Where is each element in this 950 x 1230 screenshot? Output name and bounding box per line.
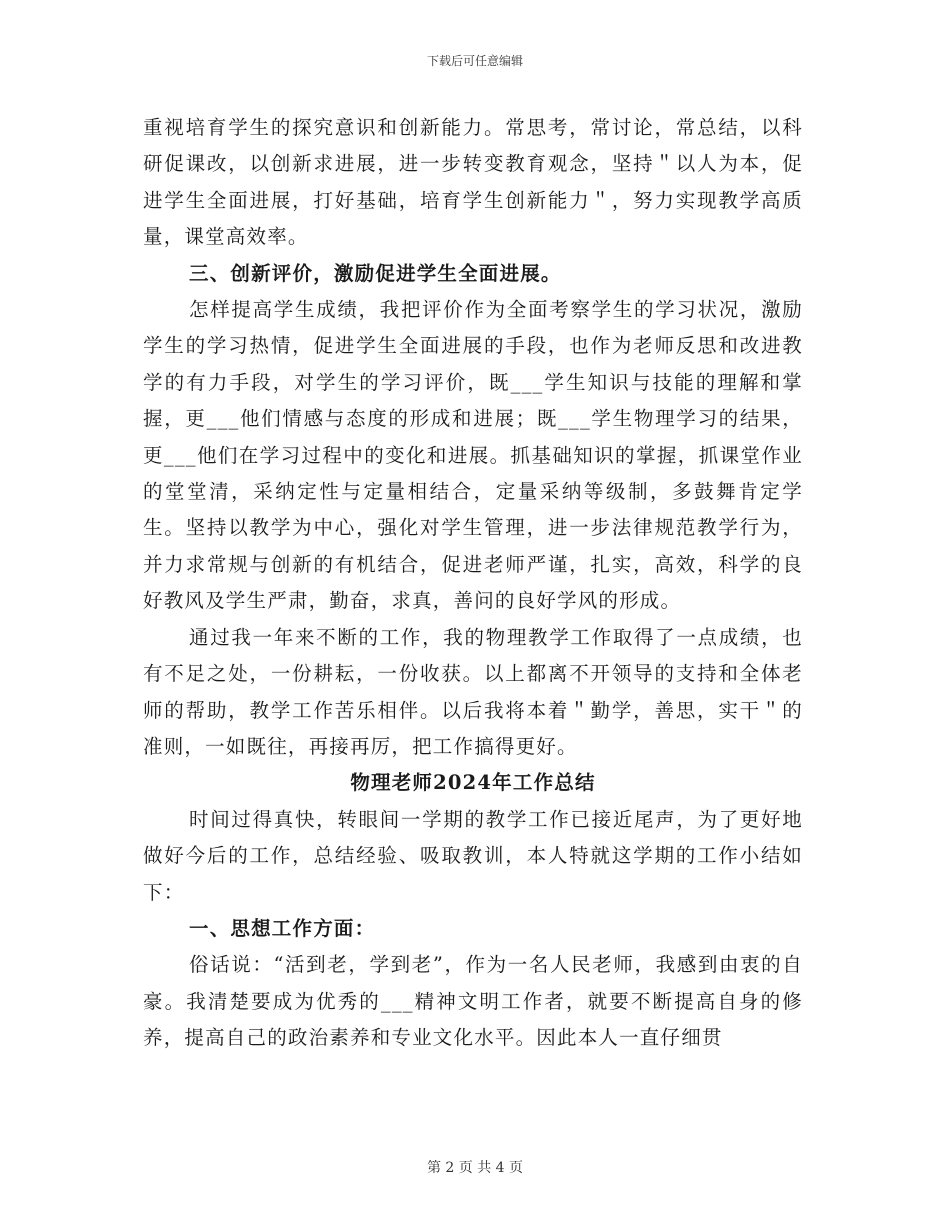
section-heading-1: 一、思想工作方面： [189,916,376,940]
section-heading-3: 三、创新评价，激励促进学生全面进展。 [189,261,562,285]
document-body [143,110,803,1057]
page-header: 下载后可任意编辑 [426,54,523,68]
document-title: 物理老师2024年工作总结 [350,771,596,795]
paragraph-intro: 时间过得真快，转眼间一学期的教学工作已接近尾声，为了更好地做好今后的工作，总结经验、吸取教训，本人特就这学期的工作小结如下： [143,807,803,904]
paragraph-evaluation: 怎样提高学生成绩，我把评价作为全面考察学生的学习状况，激励学生的学习热情，促进学生全面进展的手段，也作为老师反思和改进教学的有力手段，对学生的学习评价，既___学生知识与技能的理解和掌握，更___他们情感与态度的形成和进展；既___学生物理学习的结果，更___他们在学习过程中的变化和进展。抓基础知识的掌握，抓课堂作业的堂堂清，采纳定性与定量相结合，定量采纳等级制，多鼓舞肯定学生。坚持以教学为中心，强化对学生管理，进一步法律规范教学行为，并力求常规与创新的有机结合，促进老师严谨，扎实，高效，科学的良好教风及学生严肃，勤奋，求真，善问的良好学风的形成。 [143,298,803,613]
paragraph-thought-work: 俗话说：“活到老，学到老”，作为一名人民老师，我感到由衷的自豪。我清楚要成为优秀的___精神文明工作者，就要不断提高自身的修养，提高自己的政治素养和专业文化水平。因此本人一直仔细贯 [143,953,803,1050]
paragraph-1: 重视培育学生的探究意识和创新能力。常思考，常讨论，常总结，以科研促课改，以创新求进展，进一步转变教育观念，坚持＂以人为本，促进学生全面进展，打好基础，培育学生创新能力＂，努力实现教学高质量，课堂高效率。 [143,116,803,249]
page-footer: 第 2 页 共 4 页 [426,1160,524,1176]
paragraph-conclusion: 通过我一年来不断的工作，我的物理教学工作取得了一点成绩，也有不足之处，一份耕耘，一份收获。以上都离不开领导的支持和全体老师的帮助，教学工作苦乐相伴。以后我将本着＂勤学，善思，实干＂的准则，一如既往，再接再厉，把工作搞得更好。 [143,625,803,758]
